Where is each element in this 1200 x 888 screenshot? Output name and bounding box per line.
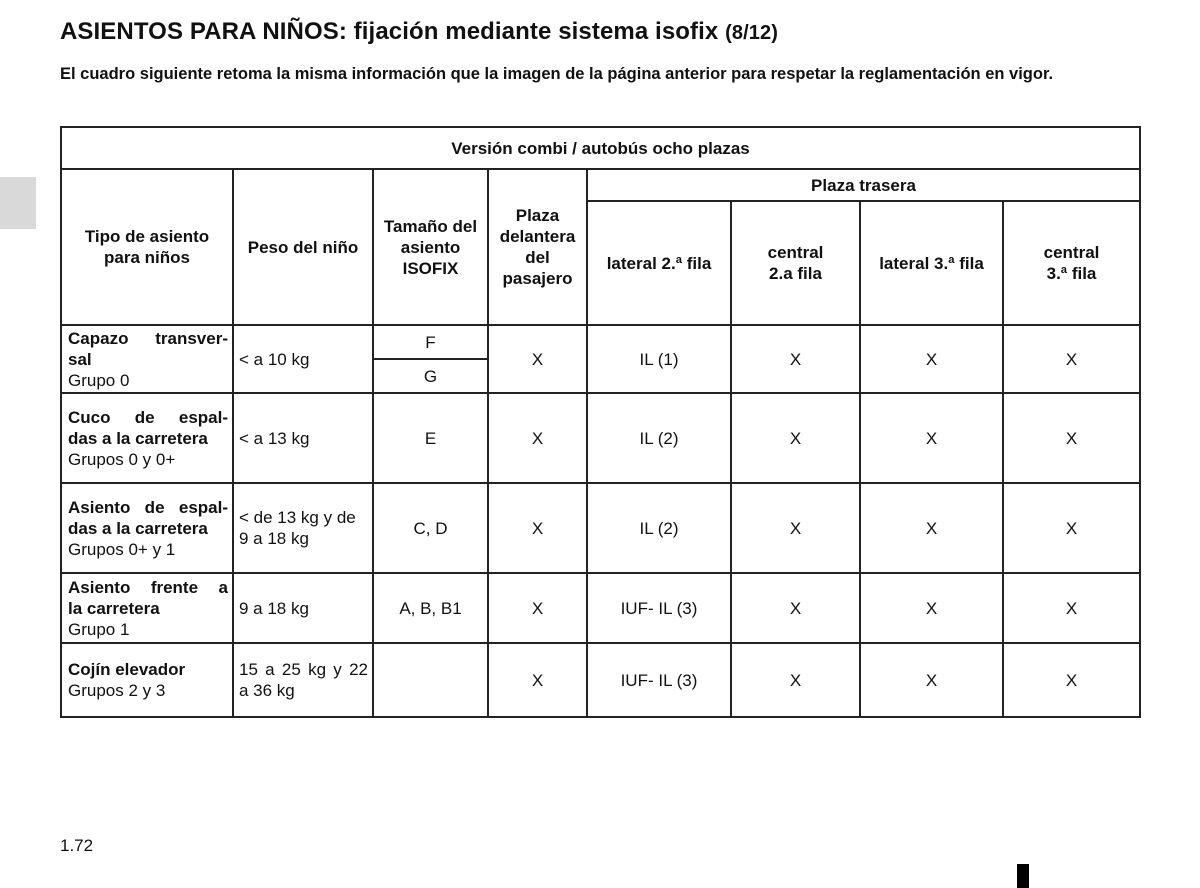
cell-rear: IL (2) — [587, 393, 731, 483]
cell-rear: X — [731, 325, 860, 393]
cell-front: X — [488, 573, 587, 643]
cell-rear: X — [860, 483, 1003, 573]
cell-front: X — [488, 643, 587, 717]
cell-front: X — [488, 393, 587, 483]
cell-size: A, B, B1 — [373, 573, 488, 643]
cell-front: X — [488, 483, 587, 573]
cell-size: G — [373, 359, 488, 393]
table-caption: Versión combi / autobús ocho plazas — [61, 127, 1140, 169]
cell-rear: X — [1003, 483, 1140, 573]
header-rear-group: Plaza trasera — [587, 169, 1140, 201]
table-row — [61, 573, 1140, 643]
cell-rear: X — [1003, 573, 1140, 643]
cell-rear: X — [731, 573, 860, 643]
cell-seat-type: Cuco de espal- das a la carretera Grupos 0 y 0+ — [61, 393, 233, 483]
cell-rear: X — [731, 393, 860, 483]
header-size: Tamaño del asiento ISOFIX — [373, 169, 488, 325]
cell-front: X — [488, 325, 587, 393]
cell-rear: X — [731, 483, 860, 573]
cell-rear: IUF- IL (3) — [587, 643, 731, 717]
cell-weight: 9 a 18 kg — [233, 573, 373, 643]
table-row — [61, 643, 1140, 717]
cell-size: C, D — [373, 483, 488, 573]
cell-size: F — [373, 325, 488, 359]
page-number: 1.72 — [60, 836, 94, 855]
print-mark — [1017, 864, 1029, 888]
intro-paragraph: El cuadro siguiente retoma la misma información que la imagen de la página anterior para respetar la reglamentación en vigor. — [60, 65, 1054, 83]
page-counter: (8/12) — [725, 22, 778, 44]
cell-weight: 15 a 25 kg y 22 a 36 kg — [233, 643, 373, 717]
cell-size: E — [373, 393, 488, 483]
table-row — [61, 393, 1140, 483]
cell-rear: X — [860, 325, 1003, 393]
cell-rear: X — [731, 643, 860, 717]
cell-rear: X — [1003, 393, 1140, 483]
cell-rear: X — [1003, 643, 1140, 717]
section-tab-marker — [0, 177, 36, 229]
cell-seat-type: Cojín elevador Grupos 2 y 3 — [61, 643, 233, 717]
header-rear-central-3: central 3.ª fila — [1003, 201, 1140, 325]
cell-seat-type: Capazo transver- sal Grupo 0 — [61, 325, 233, 393]
cell-rear: X — [1003, 325, 1140, 393]
isofix-table — [60, 126, 1141, 718]
header-type: Tipo de asiento para niños — [61, 169, 233, 325]
header-front: Plaza delantera del pasajero — [488, 169, 587, 325]
cell-rear: IUF- IL (3) — [587, 573, 731, 643]
header-rear-lateral-3: lateral 3.ª fila — [860, 201, 1003, 325]
cell-rear: X — [860, 393, 1003, 483]
cell-rear: IL (1) — [587, 325, 731, 393]
cell-rear: IL (2) — [587, 483, 731, 573]
header-weight: Peso del niño — [233, 169, 373, 325]
header-rear-lateral-2: lateral 2.ª fila — [587, 201, 731, 325]
page-title: ASIENTOS PARA NIÑOS: fijación mediante sistema isofix (8/12) — [60, 18, 778, 45]
table-row — [61, 325, 1140, 359]
header-rear-central-2: central 2.a fila — [731, 201, 860, 325]
cell-seat-type: Asiento de espal- das a la carretera Grupos 0+ y 1 — [61, 483, 233, 573]
cell-rear: X — [860, 573, 1003, 643]
cell-rear: X — [860, 643, 1003, 717]
table-row — [61, 483, 1140, 573]
cell-seat-type: Asiento frente a la carretera Grupo 1 — [61, 573, 233, 643]
cell-weight: < a 13 kg — [233, 393, 373, 483]
cell-weight: < a 10 kg — [233, 325, 373, 393]
cell-size — [373, 643, 488, 717]
cell-weight: < de 13 kg y de 9 a 18 kg — [233, 483, 373, 573]
